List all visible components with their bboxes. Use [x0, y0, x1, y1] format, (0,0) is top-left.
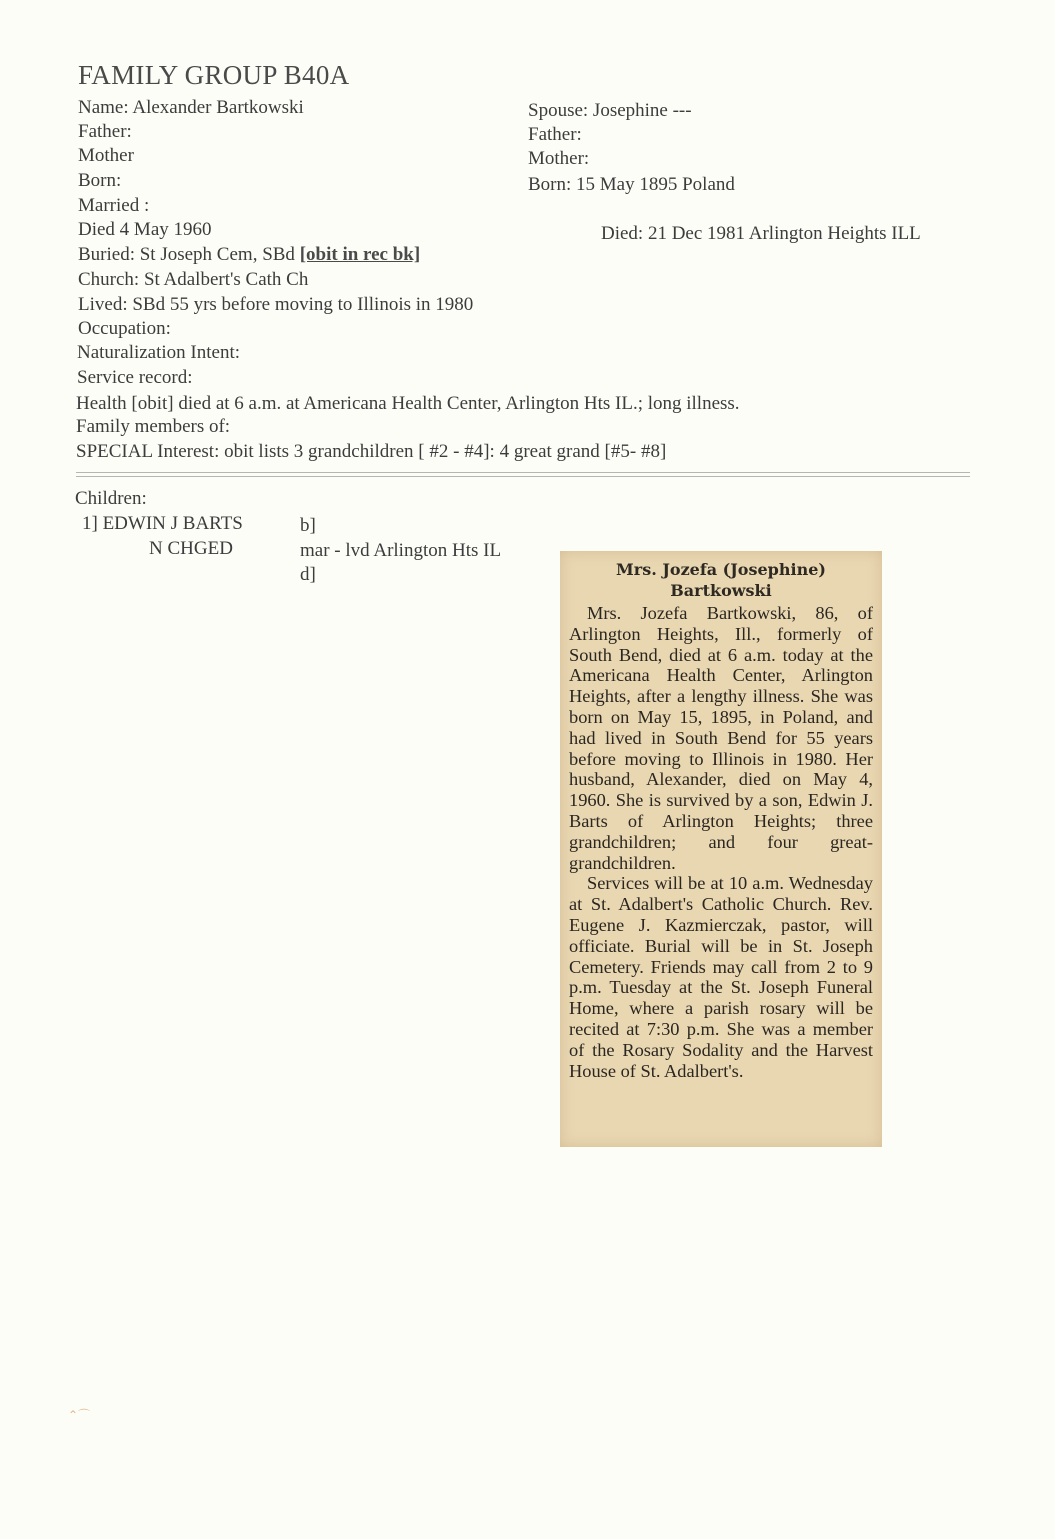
child-1-born: b] [300, 515, 316, 536]
children-label: Children: [75, 488, 147, 509]
subject-service-record: Service record: [77, 367, 193, 388]
clipping-paragraph-1: Mrs. Jozefa Bartkowski, 86, of Arlington Heights, Ill., formerly of South Bend, died at 6 a.m. today at the Americana Health Center, Arlington Heights, after a lengthy illness. She was born on May 15, 1895, in Poland, and had lived in South Bend for 55 years before moving to Illinois in 1980. Her husband, Alexander, died on May 4, 1960. She is survived by a son, Edwin J. Barts of Arlington Heights; three grandchildren; and four great-grandchildren. [569, 603, 873, 873]
subject-father: Father: [78, 121, 132, 142]
subject-family-members: Family members of: [76, 416, 231, 437]
clipping-paragraph-2: Services will be at 10 a.m. Wednesday at St. Adalbert's Catholic Church. Rev. Eugene J. Kazmierczak, pastor, will officiate. Burial will be in St. Joseph Cemetery. Friends may call from 2 to 9 p.m. Tuesday at the St. Joseph Funeral Home, where a parish rosary will be recited at 7:30 p.m. She was a member of the Rosary Sodality and the Harvest House of St. Adalbert's. [569, 873, 873, 1081]
stray-mark: ⌃⌒ [68, 1408, 91, 1422]
subject-died: Died 4 May 1960 [78, 219, 212, 240]
child-1-note: N CHGED [149, 538, 233, 559]
spouse-father: Father: [528, 124, 582, 145]
child-1-married: mar - lvd Arlington Hts IL [300, 540, 502, 561]
subject-mother: Mother [78, 145, 134, 166]
clipping-headline [560, 559, 882, 601]
subject-special-interest: SPECIAL Interest: obit lists 3 grandchildren [ #2 - #4]: 4 great grand [#5- #8] [76, 441, 667, 462]
subject-naturalization: Naturalization Intent: [77, 342, 241, 363]
subject-lived: Lived: SBd 55 yrs before moving to Illinois in 1980 [78, 294, 474, 315]
subject-church: Church: St Adalbert's Cath Ch [78, 269, 309, 290]
spouse-name: Spouse: Josephine --- [528, 100, 692, 121]
clipping-body [569, 603, 873, 1081]
child-1-name: 1] EDWIN J BARTS [82, 513, 243, 534]
page-title: FAMILY GROUP B40A [78, 60, 350, 90]
child-1-died: d] [300, 564, 316, 585]
subject-married: Married : [78, 195, 150, 216]
buried-text: Buried: St Joseph Cem, SBd [78, 244, 300, 265]
subject-buried [78, 243, 420, 267]
spouse-died: Died: 21 Dec 1981 Arlington Heights ILL [601, 223, 921, 244]
obit-record-link[interactable]: [obit in rec bk] [299, 244, 421, 265]
spouse-born: Born: 15 May 1895 Poland [528, 174, 735, 195]
subject-occupation: Occupation: [78, 318, 171, 339]
section-divider [76, 472, 970, 477]
obituary-clipping [560, 551, 882, 1147]
subject-name: Name: Alexander Bartkowski [78, 97, 304, 118]
subject-born: Born: [78, 170, 122, 191]
spouse-mother: Mother: [528, 148, 590, 169]
clipping-headline-line-2: Bartkowski [670, 581, 772, 600]
subject-health: Health [obit] died at 6 a.m. at Americana Health Center, Arlington Hts IL.; long illness. [76, 393, 740, 414]
clipping-headline-line-1: Mrs. Jozefa (Josephine) [616, 560, 826, 579]
